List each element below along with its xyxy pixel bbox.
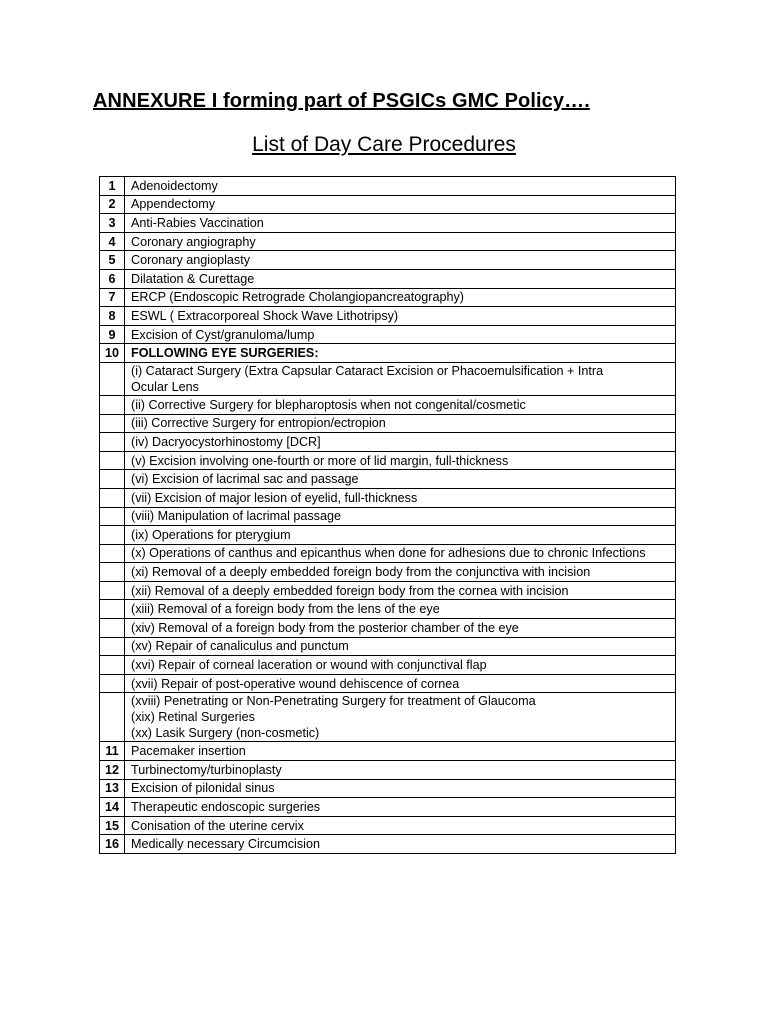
- procedures-table: [99, 176, 676, 854]
- row-number: 15: [100, 816, 125, 835]
- row-number: 2: [100, 195, 125, 214]
- row-number: 6: [100, 269, 125, 288]
- table-row: [100, 674, 676, 693]
- procedure-name: ERCP (Endoscopic Retrograde Cholangiopancreatography): [125, 288, 676, 307]
- table-row: [100, 600, 676, 619]
- table-row: [100, 637, 676, 656]
- row-number: 9: [100, 325, 125, 344]
- procedure-name: Pacemaker insertion: [125, 742, 676, 761]
- table-row: [100, 656, 676, 675]
- table-row: [100, 742, 676, 761]
- row-number: 12: [100, 761, 125, 780]
- empty-number-cell: [100, 526, 125, 545]
- row-number: 3: [100, 214, 125, 233]
- row-number: 4: [100, 232, 125, 251]
- empty-number-cell: [100, 656, 125, 675]
- procedure-name: Coronary angioplasty: [125, 251, 676, 270]
- table-row: [100, 251, 676, 270]
- table-row: [100, 362, 676, 395]
- empty-number-cell: [100, 693, 125, 742]
- table-row: [100, 581, 676, 600]
- empty-number-cell: [100, 470, 125, 489]
- empty-number-cell: [100, 362, 125, 395]
- table-row: [100, 325, 676, 344]
- empty-number-cell: [100, 581, 125, 600]
- eye-surgery-item: (iii) Corrective Surgery for entropion/ectropion: [125, 414, 676, 433]
- empty-number-cell: [100, 600, 125, 619]
- procedure-name: Conisation of the uterine cervix: [125, 816, 676, 835]
- procedure-name: Medically necessary Circumcision: [125, 835, 676, 854]
- row-number: 7: [100, 288, 125, 307]
- row-number: 5: [100, 251, 125, 270]
- procedure-name: Coronary angiography: [125, 232, 676, 251]
- table-row: [100, 451, 676, 470]
- table-row: [100, 835, 676, 854]
- eye-surgery-item: (iv) Dacryocystorhinostomy [DCR]: [125, 433, 676, 452]
- eye-surgery-item: (xix) Retinal Surgeries: [131, 710, 255, 725]
- table-row: [100, 761, 676, 780]
- table-row: [100, 307, 676, 326]
- empty-number-cell: [100, 619, 125, 638]
- eye-surgery-item: (xviii) Penetrating or Non-Penetrating Surgery for treatment of Glaucoma: [131, 694, 536, 709]
- table-row: [100, 433, 676, 452]
- eye-surgery-item: [125, 362, 676, 395]
- row-number: 1: [100, 177, 125, 196]
- eye-surgery-item: (ii) Corrective Surgery for blepharoptosis when not congenital/cosmetic: [125, 395, 676, 414]
- eye-surgery-item: (xiii) Removal of a foreign body from the lens of the eye: [125, 600, 676, 619]
- eye-surgery-item: (xvii) Repair of post-operative wound dehiscence of cornea: [125, 674, 676, 693]
- empty-number-cell: [100, 563, 125, 582]
- procedure-name: ESWL ( Extracorporeal Shock Wave Lithotripsy): [125, 307, 676, 326]
- empty-number-cell: [100, 488, 125, 507]
- table-row: [100, 693, 676, 742]
- document-subtitle: List of Day Care Procedures: [252, 133, 516, 156]
- eye-surgery-text: Ocular Lens: [131, 379, 199, 394]
- row-number: 8: [100, 307, 125, 326]
- table-row: [100, 488, 676, 507]
- table-row: [100, 269, 676, 288]
- table-row: [100, 544, 676, 563]
- row-number: 16: [100, 835, 125, 854]
- row-number: 11: [100, 742, 125, 761]
- eye-surgery-item: (v) Excision involving one-fourth or more of lid margin, full-thickness: [125, 451, 676, 470]
- eye-surgery-item: (vi) Excision of lacrimal sac and passage: [125, 470, 676, 489]
- procedure-name: Turbinectomy/turbinoplasty: [125, 761, 676, 780]
- table-row: [100, 798, 676, 817]
- empty-number-cell: [100, 395, 125, 414]
- procedure-name: Adenoidectomy: [125, 177, 676, 196]
- eye-surgery-item: (xii) Removal of a deeply embedded foreign body from the cornea with incision: [125, 581, 676, 600]
- empty-number-cell: [100, 637, 125, 656]
- table-row: [100, 395, 676, 414]
- table-row: [100, 344, 676, 363]
- empty-number-cell: [100, 414, 125, 433]
- row-number: 13: [100, 779, 125, 798]
- row-number: 10: [100, 344, 125, 363]
- eye-surgery-text: (i) Cataract Surgery (Extra Capsular Cataract Excision or Phacoemulsification + Intra: [131, 363, 604, 378]
- procedure-name: Therapeutic endoscopic surgeries: [125, 798, 676, 817]
- eye-surgery-group: [125, 693, 676, 742]
- eye-surgery-item: (ix) Operations for pterygium: [125, 526, 676, 545]
- table-row: [100, 470, 676, 489]
- table-row: [100, 195, 676, 214]
- empty-number-cell: [100, 674, 125, 693]
- procedure-name: Appendectomy: [125, 195, 676, 214]
- eye-surgery-item: (viii) Manipulation of lacrimal passage: [125, 507, 676, 526]
- eye-surgery-item: (xv) Repair of canaliculus and punctum: [125, 637, 676, 656]
- table-row: [100, 214, 676, 233]
- eye-surgery-item: (xi) Removal of a deeply embedded foreign body from the conjunctiva with incision: [125, 563, 676, 582]
- empty-number-cell: [100, 544, 125, 563]
- table-row: [100, 619, 676, 638]
- section-heading-eye-surgeries: FOLLOWING EYE SURGERIES:: [125, 344, 676, 363]
- procedure-name: Anti-Rabies Vaccination: [125, 214, 676, 233]
- table-row: [100, 816, 676, 835]
- eye-surgery-item: (xiv) Removal of a foreign body from the posterior chamber of the eye: [125, 619, 676, 638]
- procedure-name: Excision of pilonidal sinus: [125, 779, 676, 798]
- table-row: [100, 507, 676, 526]
- procedure-name: Excision of Cyst/granuloma/lump: [125, 325, 676, 344]
- table-row: [100, 526, 676, 545]
- eye-surgery-item: (xx) Lasik Surgery (non-cosmetic): [131, 726, 320, 741]
- row-number: 14: [100, 798, 125, 817]
- table-row: [100, 414, 676, 433]
- document-heading: ANNEXURE I forming part of PSGICs GMC Policy….: [93, 90, 590, 112]
- table-row: [100, 288, 676, 307]
- eye-surgery-item: (xvi) Repair of corneal laceration or wound with conjunctival flap: [125, 656, 676, 675]
- table-row: [100, 232, 676, 251]
- table-row: [100, 177, 676, 196]
- table-row: [100, 779, 676, 798]
- procedure-name: Dilatation & Curettage: [125, 269, 676, 288]
- empty-number-cell: [100, 433, 125, 452]
- table-row: [100, 563, 676, 582]
- eye-surgery-item: (x) Operations of canthus and epicanthus when done for adhesions due to chronic Infections: [125, 544, 676, 563]
- empty-number-cell: [100, 507, 125, 526]
- eye-surgery-item: (vii) Excision of major lesion of eyelid, full-thickness: [125, 488, 676, 507]
- empty-number-cell: [100, 451, 125, 470]
